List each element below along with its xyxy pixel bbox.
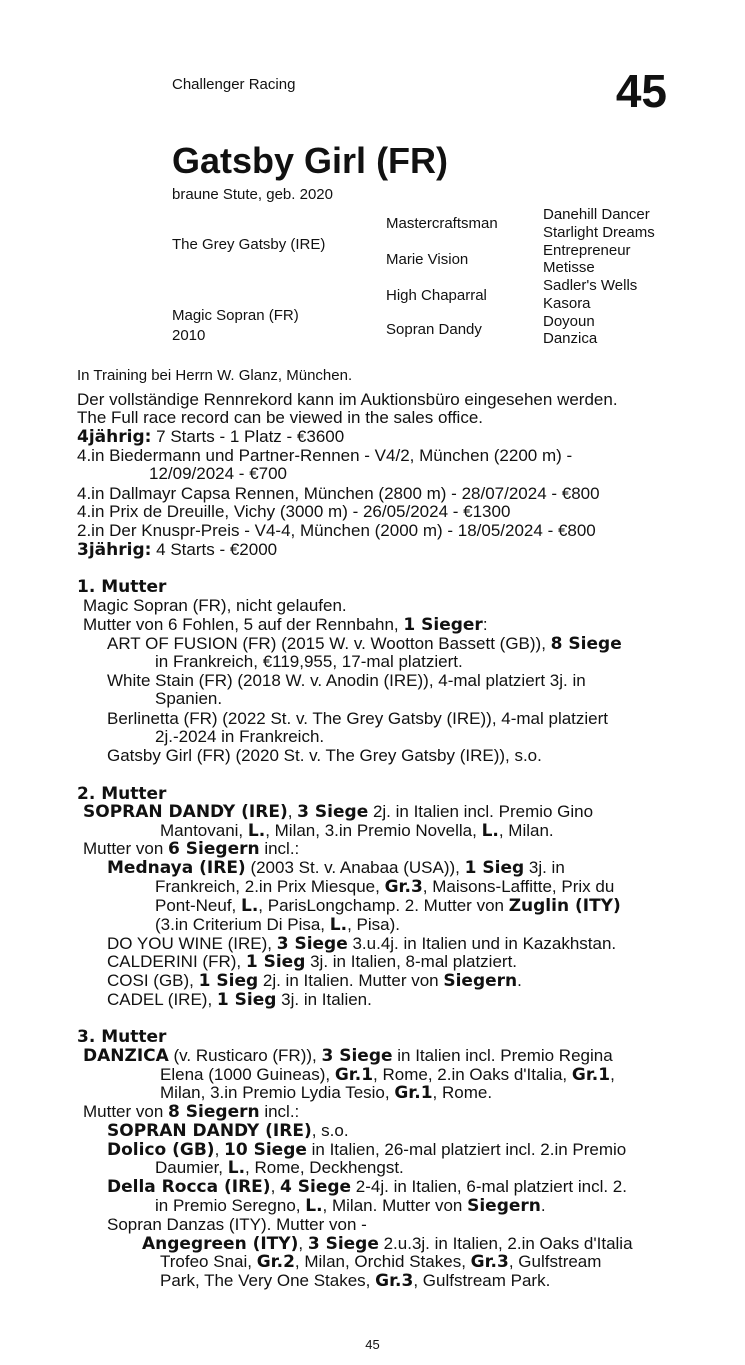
grade: Gr.1 <box>394 1083 433 1103</box>
t: , <box>214 1140 225 1159</box>
della-rocca-line2 <box>155 1196 546 1216</box>
dam2-line1 <box>83 802 593 822</box>
dam1-offspring-1 <box>107 634 622 654</box>
pedigree-dam-year: 2010 <box>172 327 206 344</box>
cosi-line <box>107 971 522 991</box>
t: Park, The Very One Stakes, <box>160 1271 376 1290</box>
t: , Gulfstream Park. <box>413 1271 551 1290</box>
cadel-line <box>107 990 372 1010</box>
age3-summary: 4 Starts - €2000 <box>151 540 278 559</box>
dam3-line1 <box>83 1046 613 1066</box>
wins: 3 Siege <box>321 1046 393 1066</box>
pedigree-g3-5: Sadler's Wells <box>543 277 638 294</box>
t: , Milan, 3.in Premio Novella, <box>265 821 482 840</box>
t: , <box>610 1065 615 1084</box>
age3-line <box>77 540 277 560</box>
age4-summary: 7 Starts - 1 Platz - €3600 <box>151 427 345 446</box>
dam2-heading: 2. Mutter <box>77 784 167 804</box>
della-rocca-name: Della Rocca (IRE) <box>107 1177 271 1197</box>
listed: L. <box>247 821 266 841</box>
pedigree-g3-8: Danzica <box>543 330 598 347</box>
t: Trofeo Snai, <box>160 1252 257 1271</box>
sep: , <box>287 802 298 821</box>
t: , <box>270 1177 281 1196</box>
pedigree-dam: Magic Sopran (FR) <box>172 307 299 324</box>
t: , Maisons-Laffitte, Prix du <box>422 877 615 896</box>
t: in Italien, 26-mal platziert incl. 2.in Premio <box>306 1140 627 1159</box>
wins: 3 Siege <box>307 1234 379 1254</box>
wins: 3 Siege <box>276 934 348 954</box>
wins: 4 Siege <box>280 1177 352 1197</box>
sopran-dandy-line <box>107 1121 349 1141</box>
t: 3j. in Italien, 8-mal platziert. <box>305 952 518 971</box>
pedigree-g3-1: Danehill Dancer <box>543 206 650 223</box>
grade: Gr.3 <box>384 877 423 897</box>
race-2: 4.in Dallmayr Capsa Rennen, München (2800 m) - 28/07/2024 - €800 <box>77 484 600 503</box>
race-1-line <box>77 446 668 466</box>
listed: L. <box>305 1196 323 1216</box>
pedigree-g3-4: Metisse <box>543 259 595 276</box>
t: in Premio Seregno, <box>155 1196 306 1215</box>
angegreen-name: Angegreen (ITY) <box>142 1234 299 1254</box>
t: , Milan. <box>498 821 554 840</box>
dam1-winners: 1 Sieger <box>403 615 483 635</box>
t: , Pisa). <box>347 915 400 934</box>
t: , Rome, Deckhengst. <box>245 1158 404 1177</box>
winners: Siegern <box>467 1196 541 1216</box>
t: 2j. in Italien. Mutter von <box>258 971 444 990</box>
t: , Milan. Mutter von <box>322 1196 468 1215</box>
training-note: In Training bei Herrn W. Glanz, München. <box>77 367 353 384</box>
t: (v. Rusticaro (FR)), <box>168 1046 322 1065</box>
dam3-line2 <box>160 1065 615 1085</box>
dam1-offspring-3: Berlinetta (FR) (2022 St. v. The Grey Gatsby (IRE)), 4-mal platziert <box>107 709 609 728</box>
t: (2003 St. v. Anabaa (USA)), <box>245 858 465 877</box>
race-4: 2.in Der Knuspr-Preis - V4-4, München (2000 m) - 18/05/2024 - €800 <box>77 521 596 540</box>
pedigree-g3-6: Kasora <box>543 295 591 312</box>
pedigree-dam-sire: High Chaparral <box>386 287 487 304</box>
winners: Siegern <box>443 971 518 991</box>
grade: Gr.1 <box>334 1065 374 1085</box>
t: , s.o. <box>311 1121 349 1140</box>
dam1-line2 <box>83 615 488 635</box>
t: 3.u.4j. in Italien und in Kazakhstan. <box>347 934 617 953</box>
offspring-1-wins: 8 Siege <box>550 634 622 654</box>
dam2-wins: 3 Siege <box>297 802 369 822</box>
race-1-text: 4.in Biedermann und Partner-Rennen - V4/2, München (2200 m) - <box>77 446 573 465</box>
pedigree-dam-dam: Sopran Dandy <box>386 321 482 338</box>
t: 2.u.3j. in Italien, 2.in Oaks d'Italia <box>378 1234 633 1253</box>
age4-label: 4jährig: <box>77 427 152 447</box>
t: (3.in Criterium Di Pisa, <box>155 915 330 934</box>
pedigree-g3-2: Starlight Dreams <box>543 224 655 241</box>
dam1-line2-text: Mutter von 6 Fohlen, 5 auf der Rennbahn, <box>83 615 404 634</box>
mednaya-line3 <box>155 896 621 916</box>
t: . <box>517 971 522 990</box>
t: , <box>298 1234 308 1253</box>
consignor-name: Challenger Racing <box>172 76 296 93</box>
dam1-heading: 1. Mutter <box>77 577 167 597</box>
listed: L. <box>481 821 499 841</box>
listed: L. <box>329 915 348 935</box>
angegreen-line3 <box>160 1271 550 1291</box>
t: , Milan, Orchid Stakes, <box>294 1252 471 1271</box>
t: Daumier, <box>155 1158 228 1177</box>
dam1-line1: Magic Sopran (FR), nicht gelaufen. <box>83 596 347 615</box>
sopran-danzas-line: Sopran Danzas (ITY). Mutter von - <box>107 1215 367 1234</box>
grade: Gr.2 <box>256 1252 295 1272</box>
mednaya-name: Mednaya (IRE) <box>107 858 246 878</box>
t: COSI (GB), <box>107 971 199 990</box>
t: 3j. in <box>524 858 565 877</box>
dam2-name: SOPRAN DANDY (IRE) <box>83 802 288 822</box>
t: incl.: <box>259 1102 300 1121</box>
calderini-line <box>107 952 517 972</box>
dam1-offspring-3-cont: 2j.-2024 in Frankreich. <box>155 727 325 746</box>
t: . <box>540 1196 546 1215</box>
wins: 1 Sieg <box>198 971 259 991</box>
dam3-heading: 3. Mutter <box>77 1027 167 1047</box>
t: Frankreich, 2.in Prix Miesque, <box>155 877 385 896</box>
dam2-line3 <box>83 839 299 859</box>
zuglin-name: Zuglin (ITY) <box>508 896 621 916</box>
listed: L. <box>241 896 259 916</box>
wins: 10 Siege <box>224 1140 307 1160</box>
dam2-line2 <box>160 821 554 841</box>
mednaya-line1 <box>107 858 565 878</box>
mednaya-line2 <box>155 877 614 897</box>
t: , Rome. <box>432 1083 493 1102</box>
wins: 1 Sieg <box>216 990 277 1010</box>
mednaya-line4 <box>155 915 400 935</box>
winners: 6 Siegern <box>168 839 260 859</box>
t: , Gulfstream <box>508 1252 602 1271</box>
t: Pont-Neuf, <box>155 896 241 915</box>
della-rocca-line1 <box>107 1177 627 1197</box>
t: incl.: <box>259 839 300 858</box>
grade: Gr.3 <box>375 1271 414 1291</box>
t: Mutter von <box>83 1102 169 1121</box>
dam1-line2-colon: : <box>482 615 488 634</box>
pedigree-g3-7: Doyoun <box>543 313 595 330</box>
listed: L. <box>227 1158 246 1178</box>
t: Mutter von <box>83 839 169 858</box>
dam3-line3 <box>160 1083 492 1103</box>
pedigree-sire-dam: Marie Vision <box>386 251 469 268</box>
t: 2-4j. in Italien, 6-mal platziert incl. 2. <box>351 1177 627 1196</box>
angegreen-line2 <box>160 1252 601 1272</box>
t: CADEL (IRE), <box>107 990 217 1009</box>
do-you-wine-line <box>107 934 616 954</box>
age4-line <box>77 427 344 447</box>
t: Elena (1000 Guineas), <box>160 1065 335 1084</box>
pedigree-g3-3: Entrepreneur <box>543 242 631 259</box>
dolico-line2 <box>155 1158 404 1178</box>
t: CALDERINI (FR), <box>107 952 246 971</box>
dolico-name: Dolico (GB) <box>107 1140 215 1160</box>
t: , Rome, 2.in Oaks d'Italia, <box>373 1065 572 1084</box>
race-3: 4.in Prix de Dreuille, Vichy (3000 m) - 26/05/2024 - €1300 <box>77 502 511 521</box>
lot-number: 45 <box>615 65 667 117</box>
dam1-offspring-4: Gatsby Girl (FR) (2020 St. v. The Grey Gatsby (IRE)), s.o. <box>107 746 542 765</box>
winners: 8 Siegern <box>168 1102 260 1122</box>
dolico-line1 <box>107 1140 626 1160</box>
angegreen-line1 <box>142 1234 633 1254</box>
t: 3j. in Italien. <box>276 990 372 1009</box>
t: Milan, 3.in Premio Lydia Tesio, <box>160 1083 395 1102</box>
offspring-1-text: ART OF FUSION (FR) (2015 W. v. Wootton Bassett (GB)), <box>107 634 551 653</box>
t: DO YOU WINE (IRE), <box>107 934 277 953</box>
sopran-dandy-name: SOPRAN DANDY (IRE) <box>107 1121 312 1141</box>
t: in Italien incl. Premio Regina <box>392 1046 613 1065</box>
dam2-line1-text: 2j. in Italien incl. Premio Gino <box>368 802 594 821</box>
wins: 1 Sieg <box>464 858 525 878</box>
wins: 1 Sieg <box>245 952 306 972</box>
dam1-offspring-2: White Stain (FR) (2018 W. v. Anodin (IRE)), 4-mal platziert 3j. in <box>107 671 586 690</box>
t: Mantovani, <box>160 821 248 840</box>
grade: Gr.1 <box>571 1065 611 1085</box>
danzica-name: DANZICA <box>83 1046 169 1066</box>
record-note-de: Der vollständige Rennrekord kann im Auktionsbüro eingesehen werden. <box>77 390 618 409</box>
t: , ParisLongchamp. 2. Mutter von <box>258 896 509 915</box>
horse-description: braune Stute, geb. 2020 <box>172 186 333 203</box>
horse-name: Gatsby Girl (FR) <box>172 140 449 181</box>
grade: Gr.3 <box>470 1252 509 1272</box>
pedigree-sire: The Grey Gatsby (IRE) <box>172 236 326 253</box>
age3-label: 3jährig: <box>77 540 152 560</box>
dam3-line4 <box>83 1102 299 1122</box>
record-note-en: The Full race record can be viewed in the sales office. <box>77 408 484 427</box>
dam1-offspring-2-cont: Spanien. <box>155 689 223 708</box>
dam1-offspring-1-cont: in Frankreich, €119,955, 17-mal platziert. <box>155 652 463 671</box>
page-number: 45 <box>365 1337 380 1352</box>
pedigree-sire-sire: Mastercraftsman <box>386 215 498 232</box>
race-1-date: 12/09/2024 - €700 <box>149 464 288 483</box>
